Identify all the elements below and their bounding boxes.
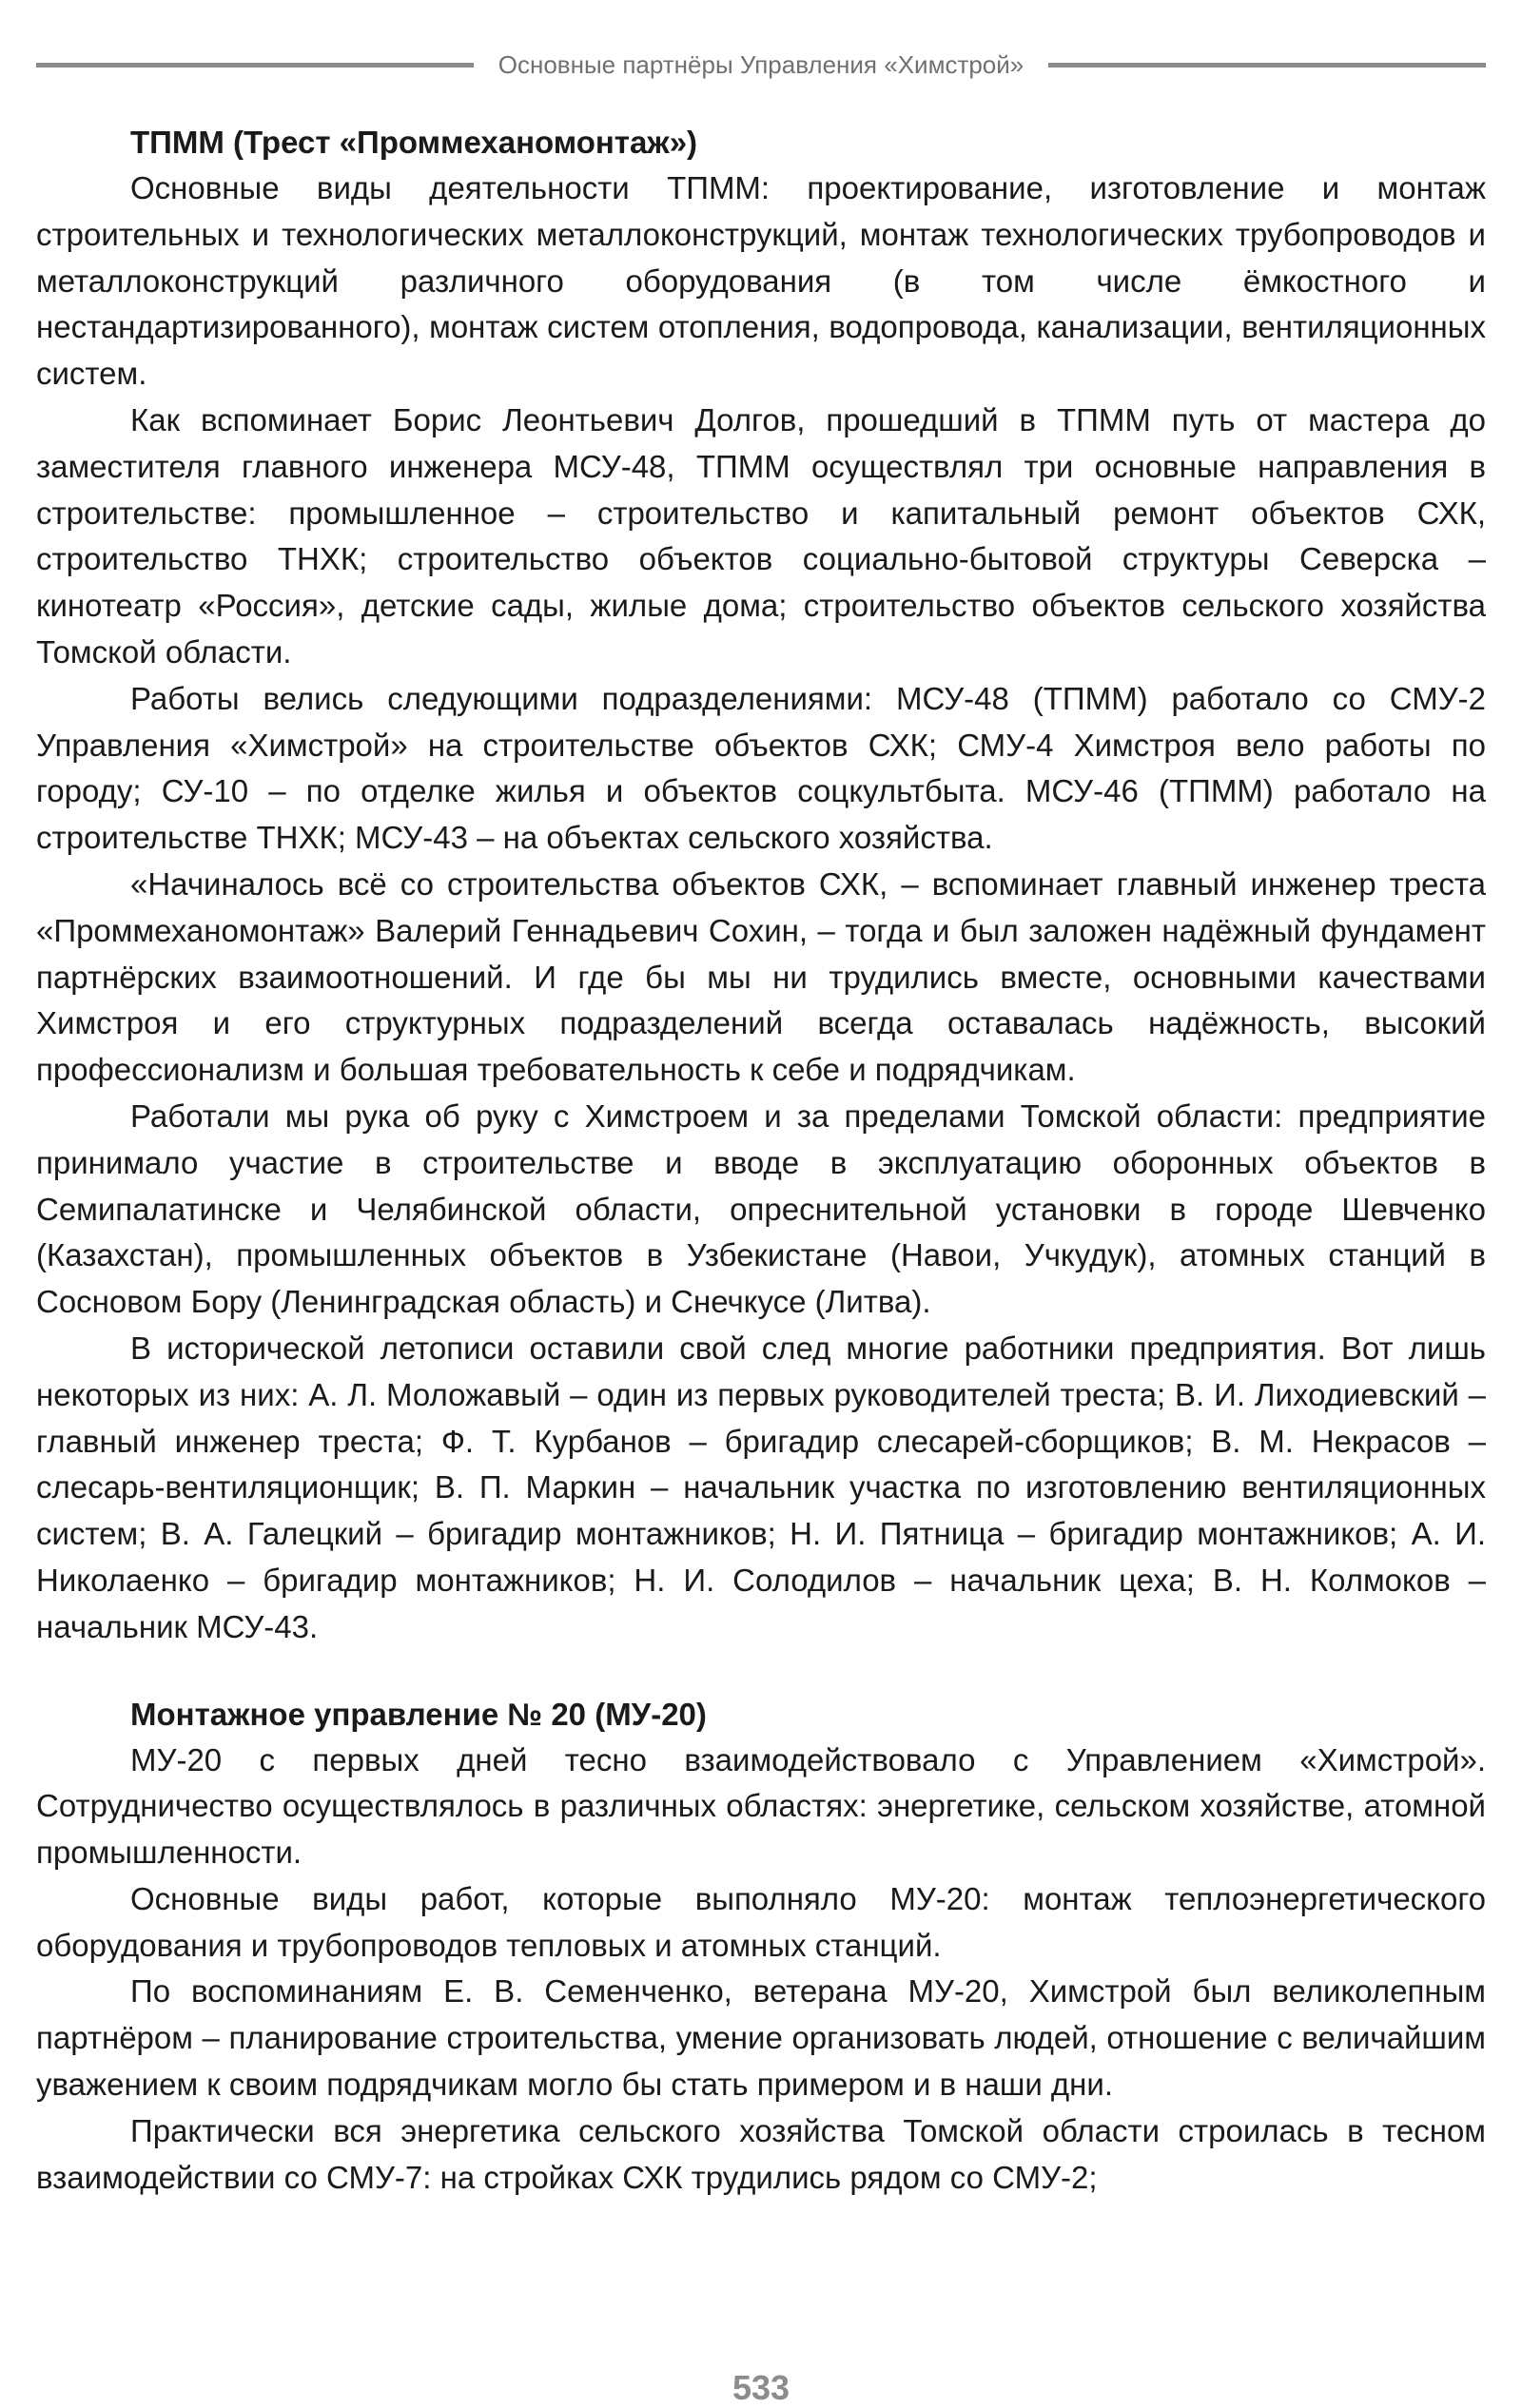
running-header: [36, 48, 1486, 82]
section-title: Монтажное управление № 20 (МУ-20): [130, 1696, 707, 1732]
paragraph: Работали мы рука об руку с Химстроем и за пределами Томской области: предприятие принимало участие в строительстве и вводе в эксплуатацию оборонных объектов в Семипалатинске и Челябинской области, опреснительной установки в городе Шевченко (Казахстан), промышленных объектов в Узбекистане (Навои, Учкудук), атомных станций в Сосновом Бору (Ленинградская область) и Снечкусе (Литва).: [36, 1097, 1486, 1320]
section-title: ТПММ (Трест «Проммеханомонтаж»): [130, 125, 698, 160]
paragraph: Как вспоминает Борис Леонтьевич Долгов, прошедший в ТПММ путь от мастера до заместителя главного инженера МСУ-48, ТПММ осуществлял три основные направления в строительстве: промышленное – строительство и капитальный ремонт объектов СХК, строительство ТНХК; строительство объектов социально-бытовой структуры Северска – кинотеатр «Россия», детские сады, жилые дома; строительство объектов сельского хозяйства Томской области.: [36, 401, 1486, 670]
page-number: 533: [732, 2368, 790, 2407]
section-mu20: [36, 1692, 1486, 2202]
paragraph: По воспоминаниям Е. В. Семенченко, ветерана МУ-20, Химстрой был великолепным партнёром – планирование строительства, умение организовать людей, отношение с величайшим уважением к своим подрядчикам могло бы стать примером и в наши дни.: [36, 1973, 1486, 2103]
paragraph: Практически вся энергетика сельского хозяйства Томской области строилась в тесном взаимодействии со СМУ-7: на стройках СХК трудились рядом со СМУ-2;: [36, 2112, 1486, 2195]
paragraph: В исторической летописи оставили свой след многие работники предприятия. Вот лишь некоторых из них: А. Л. Моложавый – один из первых руководителей треста; В. И. Лиходиевский – главный инженер треста; Ф. Т. Курбанов – бригадир слесарей-сборщиков; В. М. Некрасов – слесарь-вентиляционщик; В. П. Маркин – начальник участка по изготовлению вентиляционных систем; В. А. Галецкий – бригадир монтажников; Н. И. Пятница – бригадир монтажников; А. И. Николаенко – бригадир монтажников; Н. И. Солодилов – начальник цеха; В. Н. Колмоков – начальник МСУ-43.: [36, 1330, 1486, 1644]
header-rule-left: [36, 63, 474, 68]
paragraph: Основные виды работ, которые выполняло МУ-20: монтаж теплоэнергетического оборудования и трубопроводов тепловых и атомных станций.: [36, 1880, 1486, 1963]
header-rule-right: [1048, 63, 1486, 68]
page-body: [36, 120, 1486, 2201]
paragraph: «Начиналось всё со строительства объектов СХК, – вспоминает главный инженер треста «Проммеханомонтаж» Валерий Геннадьевич Сохин, – тогда и был заложен надёжный фундамент партнёрских взаимоотношений. И где бы мы ни трудились вместе, основными качествами Химстроя и его структурных подразделений всегда оставалась надёжность, высокий профессионализм и большая требовательность к себе и подрядчикам.: [36, 865, 1486, 1088]
section-tpmm: [36, 120, 1486, 1651]
header-title: Основные партнёры Управления «Химстрой»: [498, 49, 1024, 79]
paragraph: МУ-20 с первых дней тесно взаимодействовало с Управлением «Химстрой». Сотрудничество осуществлялось в различных областях: энергетике, сельском хозяйстве, атомной промышленности.: [36, 1741, 1486, 1871]
paragraph: Работы велись следующими подразделениями: МСУ-48 (ТПММ) работало со СМУ-2 Управления «Химстрой» на строительстве объектов СХК; СМУ-4 Химстроя вело работы по городу; СУ-10 – по отделке жилья и объектов соцкультбыта. МСУ-46 (ТПММ) работало на строительстве ТНХК; МСУ-43 – на объектах сельского хозяйства.: [36, 680, 1486, 856]
paragraph: Основные виды деятельности ТПММ: проектирование, изготовление и монтаж строительных и технологических металлоконструкций, монтаж технологических трубопроводов и металлоконструкций различного оборудования (в том числе ёмкостного и нестандартизированного), монтаж систем отопления, водопровода, канализации, вентиляционных систем.: [36, 170, 1486, 392]
